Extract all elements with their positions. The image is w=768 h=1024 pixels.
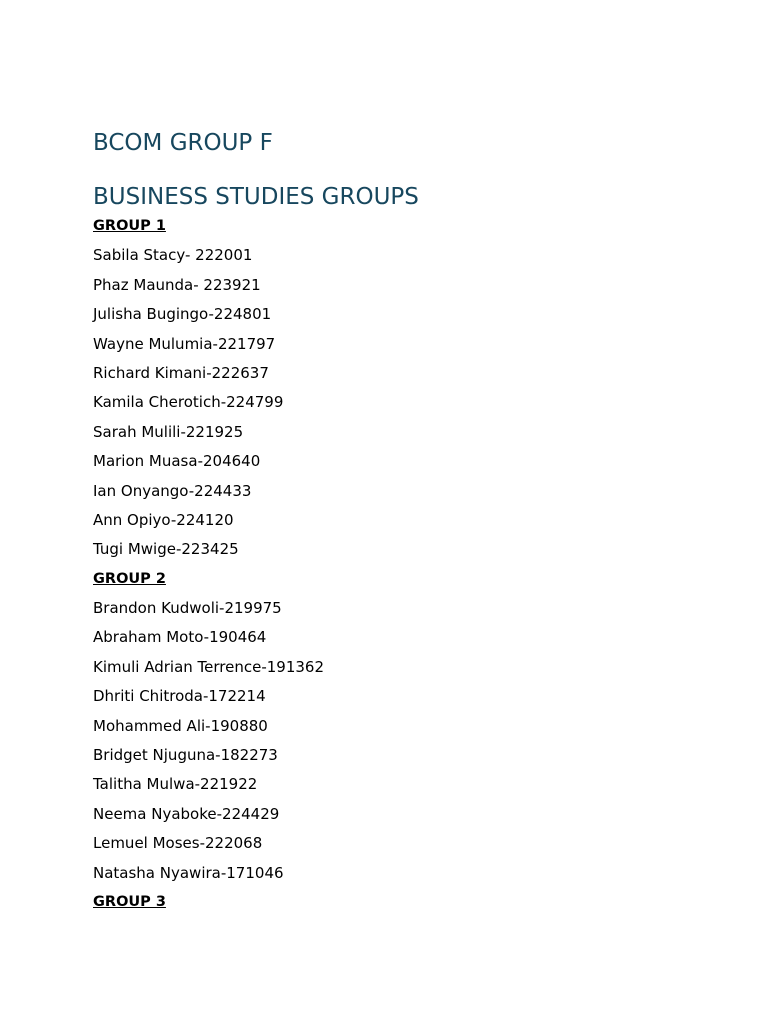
group-member-item: Phaz Maunda- 223921 [93,275,261,294]
group-member-item: Neema Nyaboke-224429 [93,804,280,823]
group-member-item: Wayne Mulumia-221797 [93,334,276,353]
group-member-item: Richard Kimani-222637 [93,363,269,382]
group-member-item: Sarah Mulili-221925 [93,422,244,441]
group-member-item: Abraham Moto-190464 [93,628,267,647]
group-member-item: Marion Muasa-204640 [93,452,261,471]
group-section [93,565,713,888]
group-member-item: Dhriti Chitroda-172214 [93,687,266,706]
group-member-item: Kimuli Adrian Terrence-191362 [93,657,325,676]
group-title: GROUP 3 [93,893,166,910]
group-title: GROUP 2 [93,570,166,587]
document-content [93,128,713,917]
group-member-item: Brandon Kudwoli-219975 [93,599,282,618]
document-heading-section: BUSINESS STUDIES GROUPS [93,184,419,210]
group-section [93,212,713,565]
group-member-item: Talitha Mulwa-221922 [93,775,258,794]
group-member-item: Ian Onyango-224433 [93,481,252,500]
group-member-item: Mohammed Ali-190880 [93,716,268,735]
document-heading-class: BCOM GROUP F [93,130,273,156]
group-member-item: Sabila Stacy- 222001 [93,246,253,265]
group-member-item: Kamila Cherotich-224799 [93,393,284,412]
group-member-item: Natasha Nyawira-171046 [93,863,284,882]
group-member-item: Tugi Mwige-223425 [93,540,239,559]
group-member-item: Ann Opiyo-224120 [93,510,234,529]
group-member-item: Bridget Njuguna-182273 [93,746,278,765]
group-member-item: Julisha Bugingo-224801 [93,305,272,324]
group-section [93,888,713,917]
group-member-item: Lemuel Moses-222068 [93,834,263,853]
group-title: GROUP 1 [93,218,166,234]
groups-list [93,212,713,917]
